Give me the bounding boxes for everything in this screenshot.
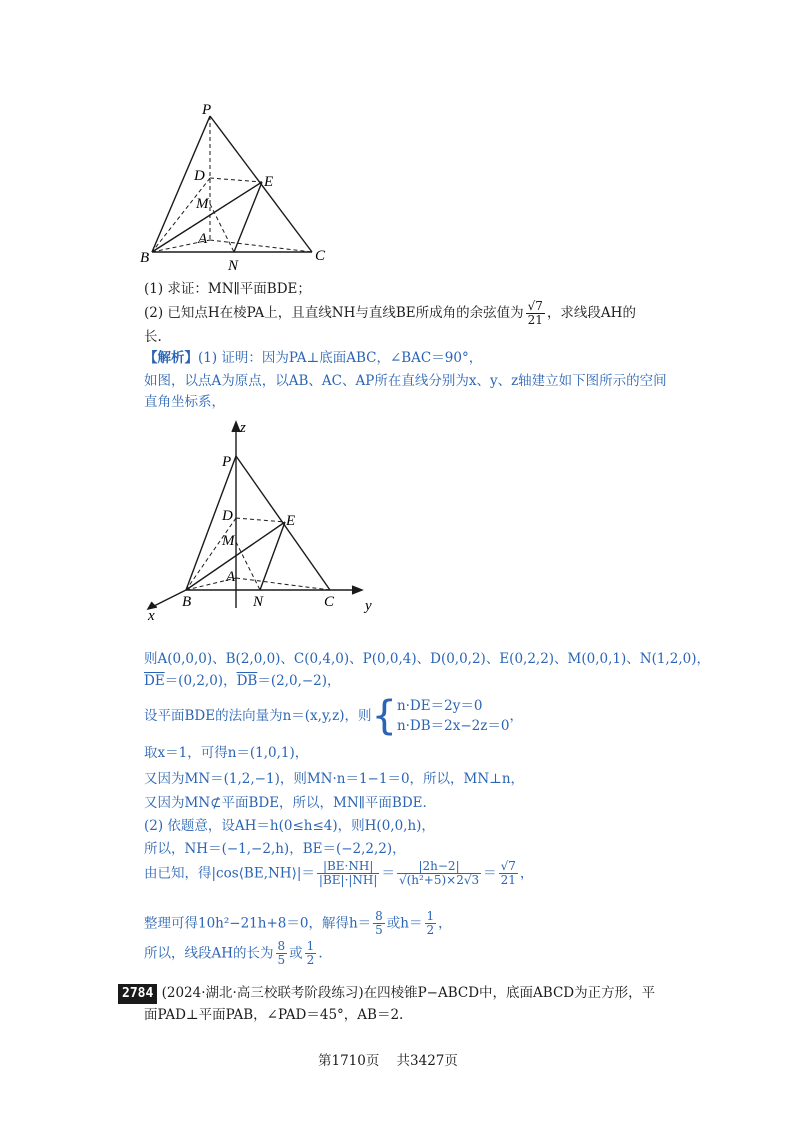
- problem-number-badge: 2784: [118, 984, 157, 1004]
- answer-fraction-1: $\frac{8}{5}$: [277, 939, 286, 967]
- solution-answer: [144, 940, 323, 967]
- equals-sign: ＝: [381, 865, 395, 882]
- solution-tag: 【解析】: [144, 350, 198, 366]
- system-end: ，: [509, 708, 523, 724]
- vector-db: $\overline{DB}$: [236, 673, 258, 689]
- problem-q2-tail: 长.: [144, 329, 162, 345]
- axis-label-x: x: [148, 608, 155, 623]
- label-M: M: [196, 196, 209, 212]
- page-number: 第1710页: [318, 1053, 380, 1069]
- next-problem-text: (2024·湖北·高三校联考阶段练习)在四棱锥P−ABCD中，底面ABCD为正方形，平: [161, 985, 656, 1001]
- axis-label-y: y: [365, 598, 372, 614]
- cos-intro: 由已知，得: [144, 865, 212, 882]
- h1-fraction: $\frac{8}{5}$: [375, 909, 383, 937]
- label-A: A: [226, 569, 236, 585]
- solution-vectors: [144, 672, 341, 690]
- cos-fraction-2: $\frac{|2h-2|}{\text{√(h²+5)×2√3}}$: [398, 859, 480, 887]
- problem-q2: [144, 300, 636, 327]
- label-P: P: [222, 454, 232, 470]
- label-N: N: [228, 258, 239, 272]
- solution-line1-text: (1) 证明：因为PA⊥底面ABC，∠BAC＝90°，: [198, 350, 483, 366]
- label-P: P: [202, 102, 212, 118]
- solution-mn-plane: 又因为MN⊄平面BDE，所以，MN∥平面BDE.: [144, 795, 427, 811]
- solution-take-x: 取x＝1，可得n＝(1,0,1)，: [144, 745, 309, 761]
- label-B: B: [182, 594, 192, 610]
- solution-line3: 直角坐标系，: [144, 394, 225, 410]
- normal-intro: 设平面BDE的法向量为n＝(x,y,z)，则: [144, 708, 372, 724]
- label-C: C: [315, 248, 326, 264]
- page-footer: [318, 1052, 458, 1070]
- answer-fraction-2: $\frac{1}{2}$: [306, 939, 315, 967]
- label-D: D: [194, 168, 205, 184]
- label-E: E: [264, 174, 274, 190]
- figure-pyramid-2: [140, 418, 390, 623]
- solution-solve: [144, 910, 452, 937]
- total-pages: 共3427页: [396, 1053, 458, 1069]
- vector-db-value: ＝(2,0,−2)，: [257, 673, 341, 689]
- equals-sign-2: ＝: [483, 865, 497, 882]
- cos-lhs: |cos⟨BE,NH⟩|＝: [211, 865, 315, 882]
- brace-symbol: {: [371, 693, 397, 739]
- solution-coords: 则A(0,0,0)、B(2,0,0)、C(0,4,0)、P(0,0,4)、D(0,0,2)、E(0,2,2)、M(0,0,1)、N(1,2,0)，: [144, 651, 710, 667]
- solution-line2: 如图，以点A为原点，以AB、AC、AP所在直线分别为x、y、z轴建立如下图所示的空间: [144, 373, 667, 389]
- or-text: 或h＝: [386, 915, 423, 932]
- cos-fraction-1: $\frac{|BE\cdot NH|}{|BE|\cdot|NH|}$: [318, 859, 378, 887]
- vector-de-value: ＝(0,2,0)，: [164, 673, 237, 689]
- solution-nh-line: 所以，NH＝(−1,−2,h)，BE＝(−2,2,2)，: [144, 841, 406, 857]
- label-D: D: [222, 508, 233, 524]
- solution-mn-line: 又因为MN＝(1,2,−1)，则MN·n＝1−1＝0，所以，MN⊥n，: [144, 771, 525, 787]
- label-N: N: [253, 594, 264, 610]
- problem-q2-text: (2) 已知点H在棱PA上，且直线NH与直线BE所成角的余弦值为: [144, 305, 524, 321]
- problem-q2-after: ，求线段AH的: [546, 305, 636, 321]
- cos-end: ，: [519, 865, 534, 882]
- axis-label-z: z: [240, 420, 246, 436]
- answer-end: .: [318, 945, 323, 962]
- label-M: M: [222, 533, 235, 549]
- h2-fraction: $\frac{1}{2}$: [426, 909, 435, 937]
- solution-normal: [144, 693, 523, 739]
- label-C: C: [324, 594, 335, 610]
- vector-de: $\overline{DE}$: [144, 673, 165, 689]
- solution-line1: [144, 349, 482, 367]
- problem-q2-fraction: $\frac{√7}{21}$: [527, 299, 543, 327]
- next-problem-line2: 面PAD⊥平面PAB，∠PAD＝45°，AB＝2.: [144, 1007, 404, 1023]
- solution-part2: (2) 依题意，设AH＝h(0≤h≤4)，则H(0,0,h)，: [144, 818, 435, 834]
- next-problem-line1: [118, 984, 655, 1004]
- problem-q1: (1) 求证：MN∥平面BDE；: [144, 281, 311, 297]
- figure-pyramid-1: [140, 100, 340, 272]
- answer-or: 或: [289, 945, 303, 962]
- solve-end: ，: [438, 915, 452, 932]
- solve-intro: 整理可得10h²−21h+8＝0，解得h＝: [144, 915, 372, 932]
- cos-fraction-3: $\frac{√7}{21}$: [500, 859, 516, 887]
- label-A: A: [198, 231, 208, 247]
- label-E: E: [286, 513, 296, 529]
- label-B: B: [140, 250, 150, 266]
- equation-system: n·DE＝2y＝0 n·DB＝2x−2z＝0: [396, 698, 510, 734]
- answer-intro: 所以，线段AH的长为: [144, 945, 274, 962]
- solution-cos: [144, 860, 533, 887]
